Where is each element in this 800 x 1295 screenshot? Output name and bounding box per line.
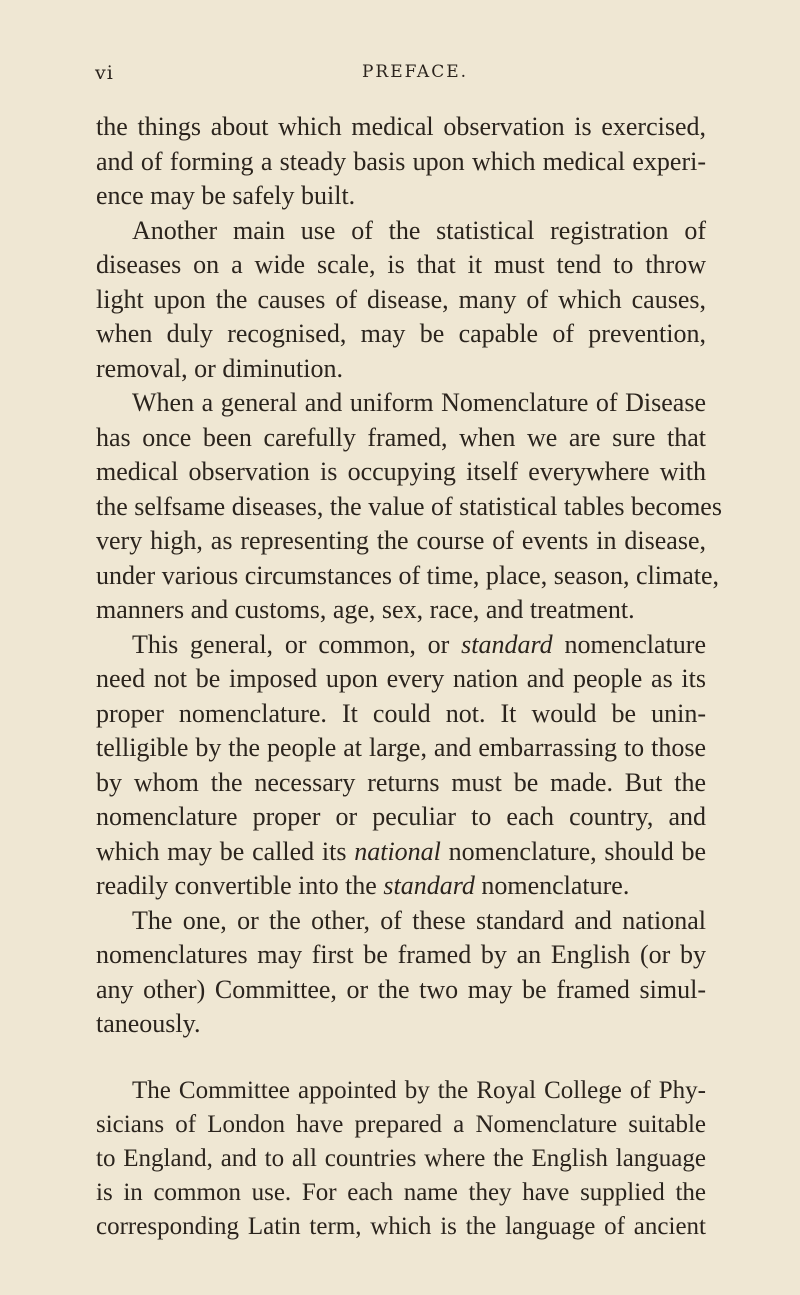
text-line: telligible by the people at large, and embarrassing to those — [96, 733, 706, 762]
page-header — [0, 62, 800, 92]
text-line: need not be imposed upon every nation and people as its — [96, 664, 706, 693]
text-line: The Committee appointed by the Royal College of Phy- — [132, 1076, 706, 1104]
text-line: The one, or the other, of these standard and national — [132, 905, 706, 935]
paragraph-4 — [96, 628, 706, 904]
emphasis-standard: standard — [383, 871, 475, 900]
text-line: corresponding Latin term, which is the language of ancient — [96, 1212, 706, 1240]
paragraph-1 — [96, 110, 706, 214]
text-line: nomenclatures may first be framed by an English (or by — [96, 940, 706, 969]
text-line: proper nomenclature. It could not. It would be unin- — [96, 698, 706, 728]
emphasis-standard: standard — [461, 629, 553, 659]
text-line: ence may be safely built. — [96, 181, 356, 210]
text-line: which may be called its national nomenclature, should be — [96, 836, 706, 866]
paragraph-6 — [96, 1074, 706, 1244]
body-text — [96, 110, 722, 1244]
text-line: to England, and to all countries where the English language — [96, 1144, 706, 1172]
text-line: This general, or common, or standard nomenclature — [132, 629, 706, 659]
text-line: under various circumstances of time, place, season, climate, — [96, 560, 720, 590]
text-line: light upon the causes of disease, many of which causes, — [96, 284, 706, 314]
paragraph-5 — [96, 904, 706, 1042]
text-line: Another main use of the statistical registration of — [132, 215, 706, 245]
text-line: removal, or diminution. — [96, 353, 343, 383]
text-line: and of forming a steady basis upon which medical experi- — [96, 146, 706, 176]
text-line: the things about which medical observation is exercised, — [96, 112, 706, 141]
text-line: nomenclature proper or peculiar to each country, and — [96, 802, 706, 831]
text-line: diseases on a wide scale, is that it must tend to throw — [96, 250, 706, 279]
text-line: sicians of London have prepared a Nomenclature suitable — [96, 1110, 706, 1138]
paragraph-3 — [96, 386, 722, 628]
text-line: When a general and uniform Nomenclature of Disease — [132, 388, 706, 417]
text-line: when duly recognised, may be capable of prevention, — [96, 319, 706, 348]
text-line: manners and customs, age, sex, race, and treatment. — [96, 595, 635, 624]
running-head: PREFACE. — [361, 62, 469, 82]
text-line: taneously. — [96, 1009, 201, 1038]
text-line: any other) Committee, or the two may be framed simul- — [96, 974, 706, 1004]
page-number: vi — [95, 62, 114, 84]
emphasis-national: national — [354, 836, 441, 866]
text-line: readily convertible into the standard nomenclature. — [96, 871, 630, 900]
text-line: medical observation is occupying itself everywhere with — [96, 457, 706, 486]
text-line: very high, as representing the course of events in disease, — [96, 526, 706, 555]
text-line: is in common use. For each name they have supplied the — [96, 1178, 706, 1206]
text-line: by whom the necessary returns must be made. But the — [96, 767, 706, 797]
text-line: the selfsame diseases, the value of statistical tables becomes — [96, 491, 722, 521]
text-line: has once been carefully framed, when we are sure that — [96, 422, 706, 452]
paragraph-2 — [96, 214, 706, 387]
